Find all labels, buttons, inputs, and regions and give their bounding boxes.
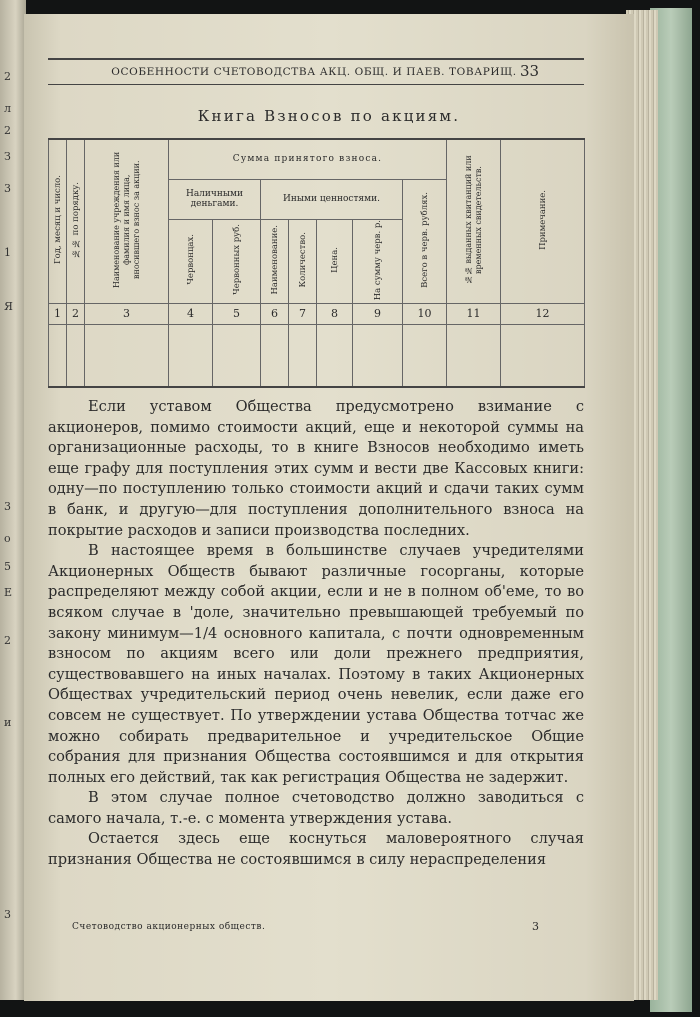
paragraph: Если уставом Общества предусмотрено взимание с акционеров, помимо стоимости акций, еще и некоторой суммы на организационные расходы, то в книге Взносов необходимо иметь еще графу для поступления этих сумм и вести две Кассовых книги: одну—по поступлению только стоимости акций и сдачи таких сумм в банк, и другую—для поступления дополнительного взноса на покрытие расходов и записи производства последних. — [48, 398, 584, 539]
body-text — [48, 397, 584, 871]
col-cash-rub-header: Червонных руб. — [213, 219, 261, 303]
other-group-header: Иными ценностями. — [261, 179, 403, 219]
edge-fragment: л — [4, 102, 11, 115]
paragraph: Остается здесь еще коснуться маловероятного случая признания Общества не состоявшимся в силу нераспределения — [48, 830, 584, 869]
cash-group-header: Наличными деньгами. — [169, 179, 261, 219]
header-rule-bottom — [48, 84, 584, 85]
column-number: 9 — [353, 303, 403, 324]
edge-fragment: 3 — [4, 500, 11, 513]
col-cash-cherv-header: Червонцах. — [169, 219, 213, 303]
col-date-header: Год, месяц и число. — [49, 139, 67, 303]
ledger-title: Книга Взносов по акциям. — [197, 107, 461, 125]
sum-group-header: Сумма принятого взноса. — [169, 139, 447, 179]
edge-fragment: 3 — [4, 182, 11, 195]
page-number: 33 — [520, 62, 540, 80]
edge-fragment: 3 — [4, 908, 11, 921]
column-number: 2 — [67, 303, 85, 324]
edge-fragment: 2 — [4, 634, 11, 647]
ledger-table — [48, 138, 585, 388]
col-other-name-header: Наименование. — [261, 219, 289, 303]
column-number: 8 — [317, 303, 353, 324]
column-number: 11 — [447, 303, 501, 324]
column-number: 7 — [289, 303, 317, 324]
col-name-header: Наименование учреждения или фамилия и имя лица, вносившего взнос за акции. — [85, 139, 169, 303]
edge-fragment: 5 — [4, 560, 11, 573]
edge-fragment: 2 — [4, 124, 11, 137]
ledger-empty-row — [49, 324, 585, 387]
header-rule-top — [48, 58, 584, 60]
col-receipts-header: №№ выданных квитанций или временных свидетельств. — [447, 139, 501, 303]
column-number: 10 — [403, 303, 447, 324]
left-page-edge — [0, 0, 26, 1000]
edge-fragment: 1 — [4, 246, 11, 259]
edge-fragment: о — [4, 532, 11, 545]
column-number: 6 — [261, 303, 289, 324]
column-number: 12 — [501, 303, 585, 324]
col-other-price-header: Цена. — [317, 219, 353, 303]
running-head: ОСОБЕННОСТИ СЧЕТОВОДСТВА АКЦ. ОБЩ. И ПАЕВ. ТОВАРИЩ. — [111, 66, 517, 78]
column-number-row — [49, 303, 585, 324]
column-number: 3 — [85, 303, 169, 324]
edge-fragment: З — [4, 150, 11, 163]
footer-signature-title: Счетоводство акционерных обществ. — [72, 922, 266, 932]
edge-fragment: Я — [4, 300, 13, 313]
edge-fragment: 2 — [4, 70, 11, 83]
col-total-header: Всего в черв. рублях. — [403, 179, 447, 303]
column-number: 1 — [49, 303, 67, 324]
col-other-qty-header: Количество. — [289, 219, 317, 303]
book-page — [24, 14, 634, 1001]
col-note-header: Примечание. — [501, 139, 585, 303]
col-num-header: №№ по порядку. — [67, 139, 85, 303]
edge-fragment: Е — [4, 586, 13, 599]
paragraph: В настоящее время в большинстве случаев учредителями Акционерных Обществ бывают различные госорганы, которые распределяют между собой акции, если и не в полном об'еме, то во всяком случае в 'доле, значительно превышающей требуемый по закону минимум—1/4 основного капитала, с почти одновременным взносом по акциям всего или доли прежнего предприятия, существовавшего на иных началах. Поэтому в таких Акционерных Обществах учредительский период очень невелик, если даже его совсем не существует. По утверждении устава Общества тотчас же можно собирать предварительное и учредительское Общие собрания для признания Общества состоявшимся и для открытия полных его действий, так как регистрация Общества не задержит. — [48, 542, 584, 786]
footer-signature-number: 3 — [532, 920, 539, 933]
col-other-sum-header: На сумму черв. р. — [353, 219, 403, 303]
column-number: 5 — [213, 303, 261, 324]
column-number: 4 — [169, 303, 213, 324]
ledger-header-row — [49, 139, 585, 179]
paragraph: В этом случае полное счетоводство должно заводиться с самого начала, т.-е. с момента утверждения устава. — [48, 789, 584, 827]
edge-fragment: и — [4, 716, 12, 729]
